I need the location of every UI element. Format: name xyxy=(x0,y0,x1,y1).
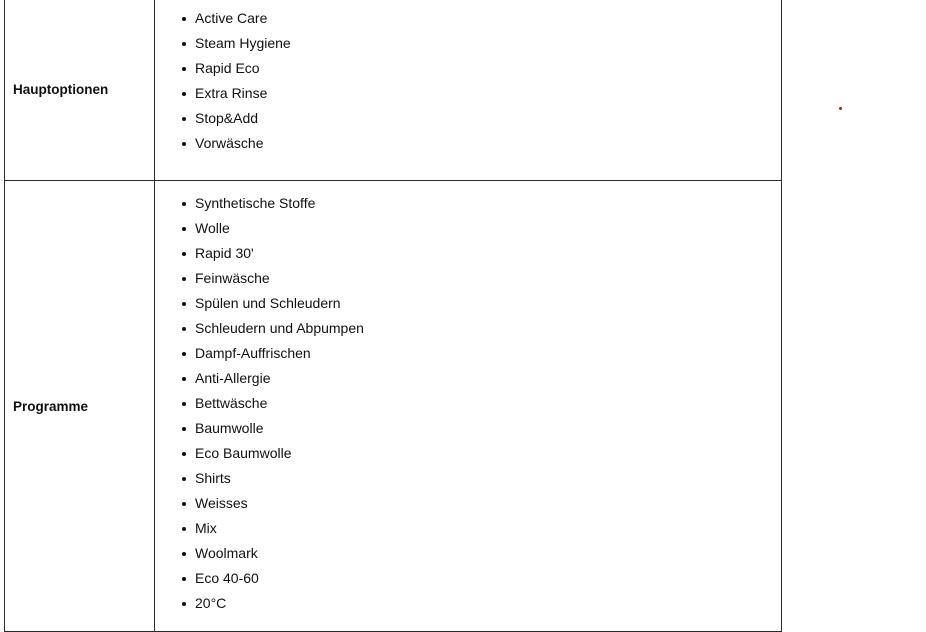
list-item: Feinwäsche xyxy=(181,266,781,291)
row-label-programme: Programme xyxy=(5,181,155,632)
list-item: Eco Baumwolle xyxy=(181,441,781,466)
program-list xyxy=(155,181,781,616)
table-row-programme xyxy=(5,181,782,632)
table-row-hauptoptionen xyxy=(5,0,782,181)
list-item: Extra Rinse xyxy=(181,81,781,106)
list-item: Steam Hygiene xyxy=(181,31,781,56)
row-values-hauptoptionen xyxy=(155,0,782,181)
list-item: Shirts xyxy=(181,466,781,491)
list-item: Baumwolle xyxy=(181,416,781,441)
list-item: Stop&Add xyxy=(181,106,781,131)
list-item: Anti-Allergie xyxy=(181,366,781,391)
list-item: Rapid Eco xyxy=(181,56,781,81)
list-item: Schleudern und Abpumpen xyxy=(181,316,781,341)
list-item: Dampf-Auffrischen xyxy=(181,341,781,366)
list-item: Eco 40-60 xyxy=(181,566,781,591)
list-item: Active Care xyxy=(181,6,781,31)
row-values-programme xyxy=(155,181,782,632)
list-item: Synthetische Stoffe xyxy=(181,191,781,216)
stray-dot-mark xyxy=(839,107,842,110)
list-item: 20°C xyxy=(181,591,781,616)
list-item: Spülen und Schleudern xyxy=(181,291,781,316)
list-item: Vorwäsche xyxy=(181,131,781,156)
list-item: Wolle xyxy=(181,216,781,241)
list-item: Bettwäsche xyxy=(181,391,781,416)
row-label-hauptoptionen: Hauptoptionen xyxy=(5,0,155,181)
list-item: Weisses xyxy=(181,491,781,516)
list-item: Rapid 30' xyxy=(181,241,781,266)
list-item: Woolmark xyxy=(181,541,781,566)
spec-table xyxy=(4,0,782,632)
list-item: Mix xyxy=(181,516,781,541)
option-list xyxy=(155,0,781,156)
